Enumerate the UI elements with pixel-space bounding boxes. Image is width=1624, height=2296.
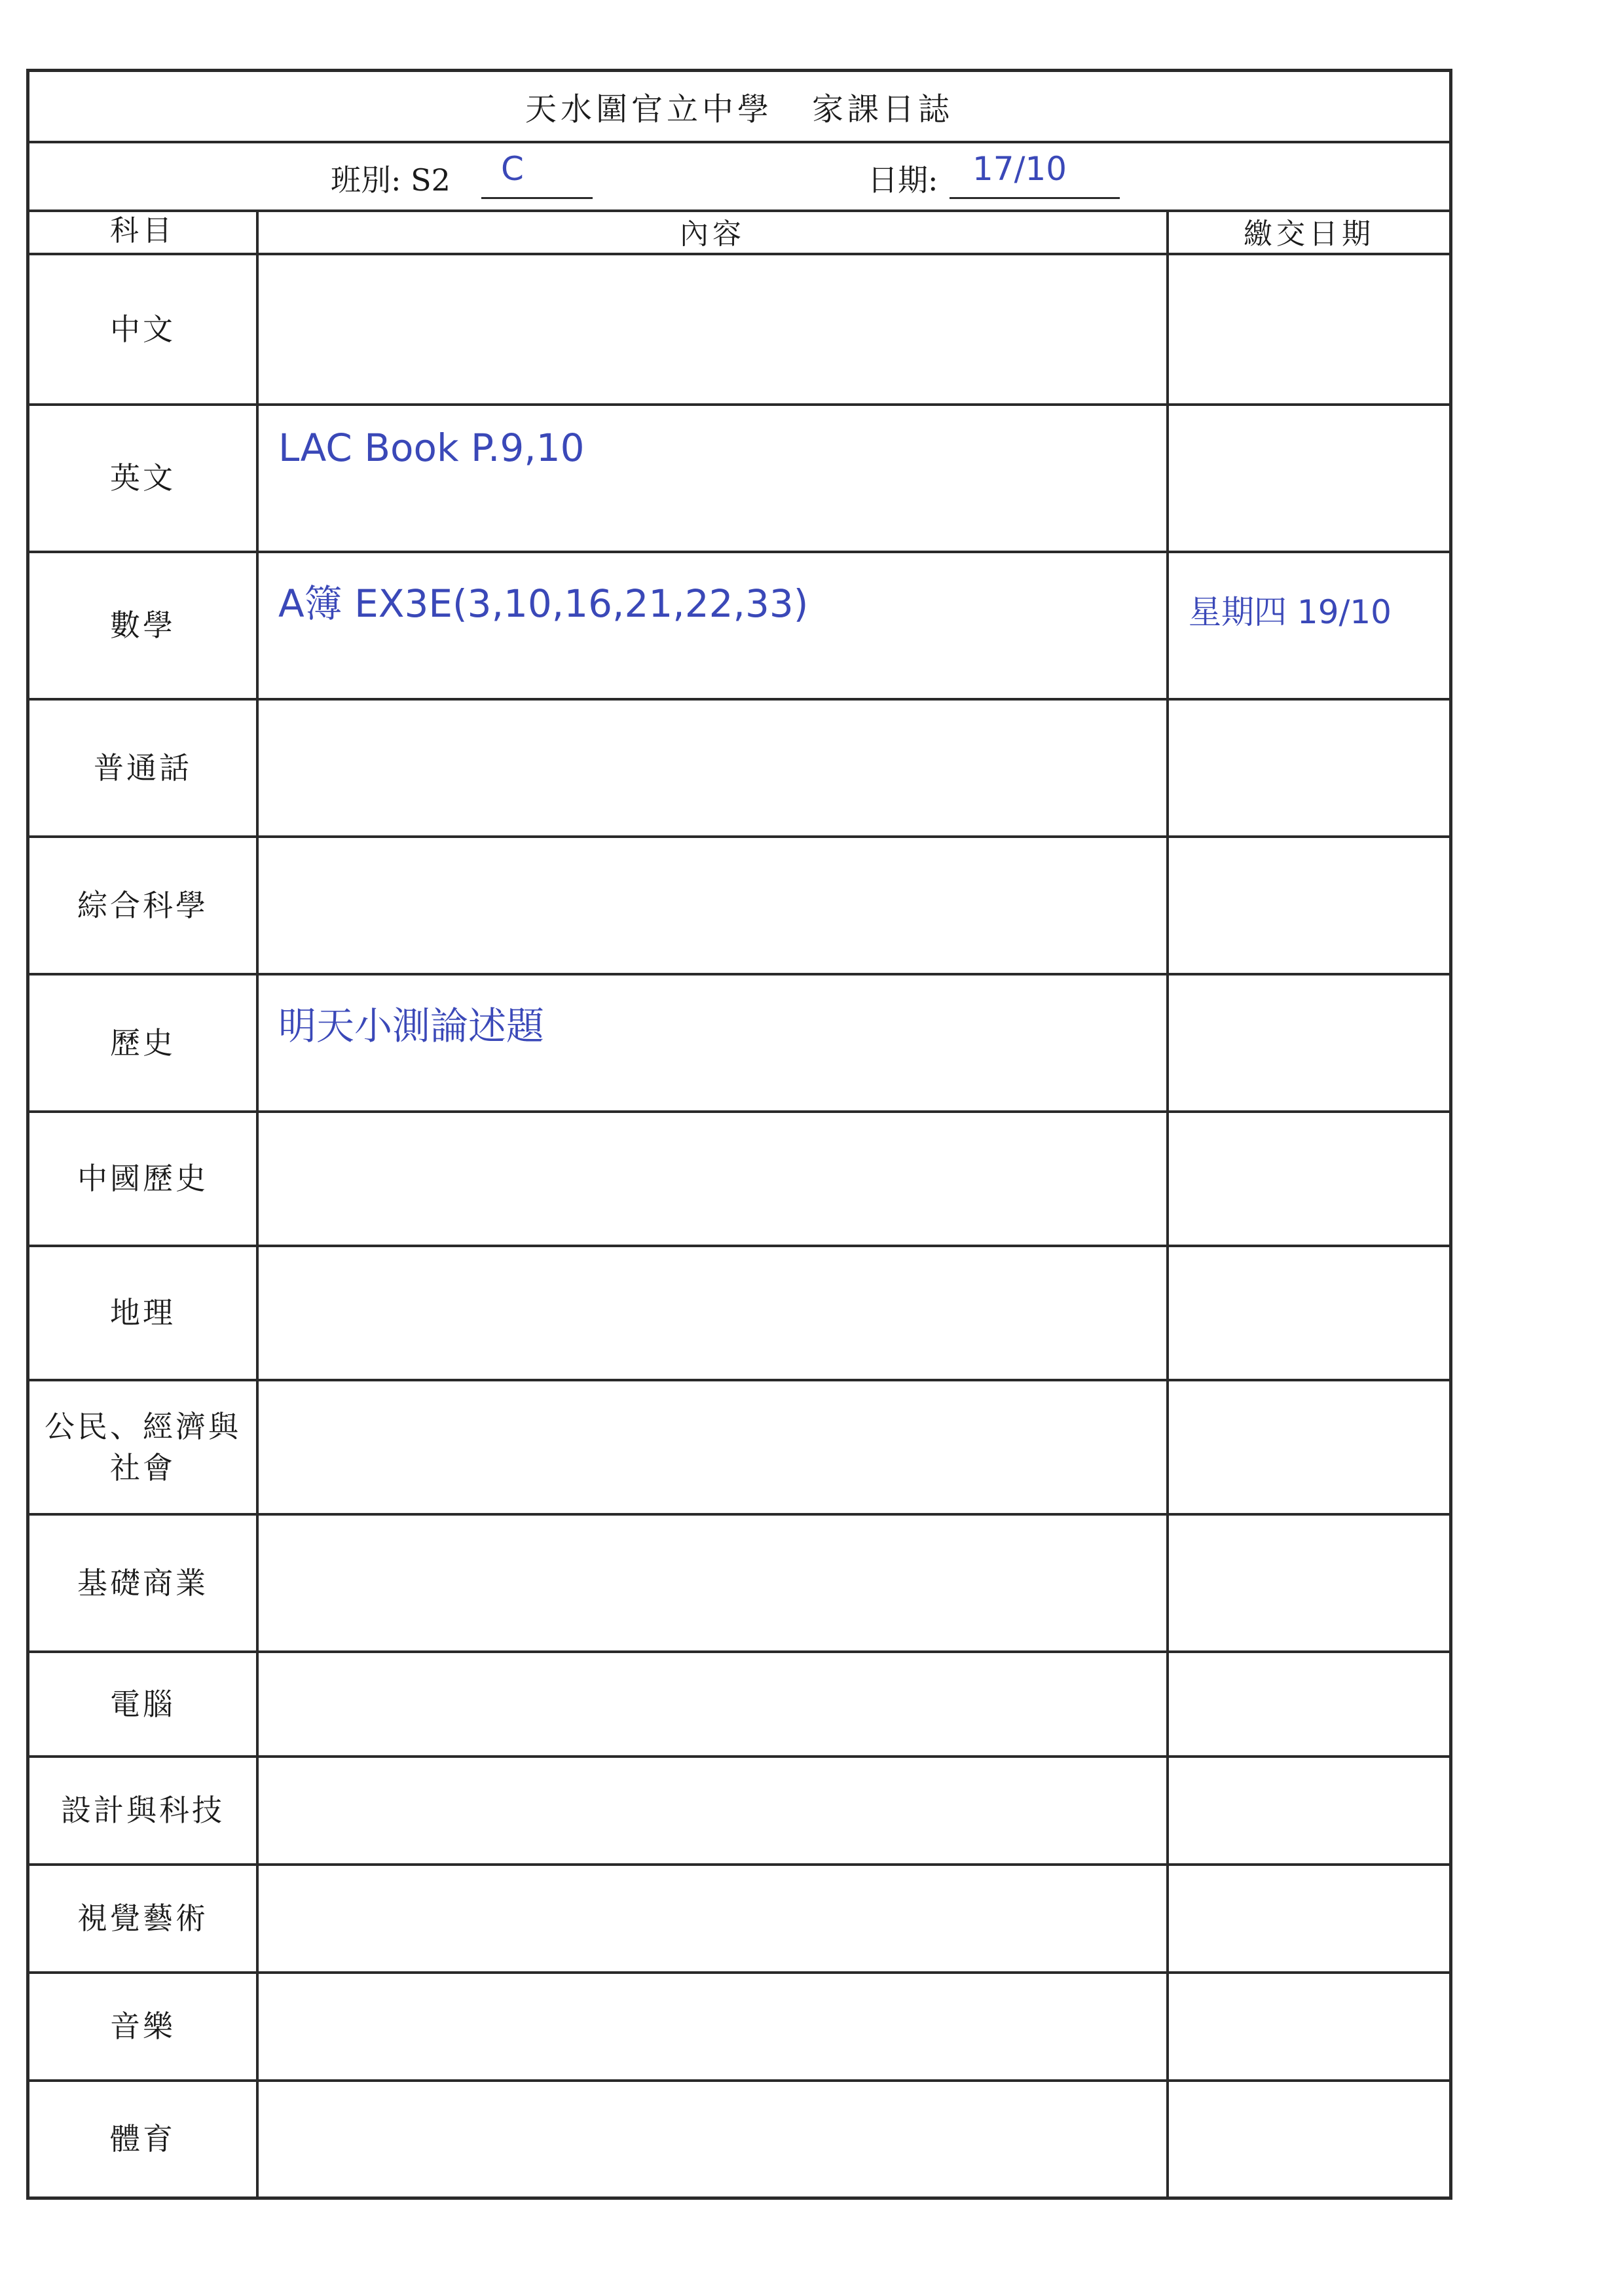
due-date-cell[interactable] (1169, 553, 1449, 698)
form-title: 家課日誌 (812, 91, 954, 128)
subject-cell: 歷史 (29, 975, 259, 1110)
subject-cell: 地理 (29, 1247, 259, 1379)
content-cell[interactable] (259, 1758, 1169, 1863)
table-row (29, 406, 1449, 553)
homework-entry: A簿 EX3E(3,10,16,21,22,33) (278, 581, 809, 626)
due-date-cell[interactable] (1169, 255, 1449, 403)
table-row (29, 838, 1449, 975)
table-row (29, 1653, 1449, 1758)
content-cell[interactable] (259, 2082, 1169, 2196)
table-row (29, 1516, 1449, 1653)
due-date-cell[interactable] (1169, 1653, 1449, 1755)
table-row (29, 1974, 1449, 2082)
subject-cell: 電腦 (29, 1653, 259, 1755)
table-header-row (29, 210, 1449, 255)
due-date-entry: 星期四 19/10 (1189, 593, 1392, 631)
subject-cell: 設計與科技 (29, 1758, 259, 1863)
content-cell[interactable] (259, 406, 1169, 551)
due-date-cell[interactable] (1169, 1247, 1449, 1379)
content-cell[interactable] (259, 975, 1169, 1110)
table-row (29, 975, 1449, 1113)
subject-cell: 中國歷史 (29, 1113, 259, 1245)
subject-cell: 普通話 (29, 701, 259, 835)
date-value: 17/10 (972, 150, 1067, 188)
homework-diary-form (26, 69, 1452, 2200)
due-date-cell[interactable] (1169, 838, 1449, 973)
homework-table (29, 210, 1449, 2196)
table-row (29, 553, 1449, 701)
content-cell[interactable] (259, 1381, 1169, 1513)
table-row (29, 1247, 1449, 1381)
due-date-cell[interactable] (1169, 1866, 1449, 1971)
header-subject: 科目 (29, 210, 259, 253)
due-date-cell[interactable] (1169, 1113, 1449, 1245)
table-row (29, 701, 1449, 838)
due-date-cell[interactable] (1169, 406, 1449, 551)
date-label: 日期: (868, 162, 938, 198)
due-date-cell[interactable] (1169, 1381, 1449, 1513)
table-row (29, 1866, 1449, 1974)
table-row (29, 255, 1449, 406)
homework-entry: 明天小測論述題 (278, 1004, 545, 1048)
due-date-cell[interactable] (1169, 975, 1449, 1110)
due-date-cell[interactable] (1169, 1516, 1449, 1650)
info-row (29, 141, 1449, 212)
subject-cell: 音樂 (29, 1974, 259, 2079)
content-cell[interactable] (259, 1866, 1169, 1971)
due-date-cell[interactable] (1169, 1758, 1449, 1863)
content-cell[interactable] (259, 255, 1169, 403)
due-date-cell[interactable] (1169, 2082, 1449, 2196)
subject-cell: 英文 (29, 406, 259, 551)
content-cell[interactable] (259, 1653, 1169, 1755)
content-cell[interactable] (259, 1247, 1169, 1379)
form-title-row (29, 72, 1449, 143)
table-row (29, 2082, 1449, 2196)
subject-cell: 公民、經濟與社會 (29, 1381, 259, 1513)
date-underline (950, 197, 1120, 199)
school-name: 天水圍官立中學 (525, 91, 773, 128)
subject-cell: 基礎商業 (29, 1516, 259, 1650)
subject-cell: 中文 (29, 255, 259, 403)
table-row (29, 1113, 1449, 1247)
class-value: C (501, 150, 524, 188)
subject-cell: 綜合科學 (29, 838, 259, 973)
subject-cell: 視覺藝術 (29, 1866, 259, 1971)
header-due-date: 繳交日期 (1244, 217, 1375, 251)
content-cell[interactable] (259, 1113, 1169, 1245)
homework-entry: LAC Book P.9,10 (278, 426, 585, 470)
due-date-cell[interactable] (1169, 1974, 1449, 2079)
class-underline (481, 197, 593, 199)
header-content: 內容 (259, 210, 1169, 253)
content-cell[interactable] (259, 1974, 1169, 2079)
content-cell[interactable] (259, 838, 1169, 973)
due-date-cell[interactable] (1169, 701, 1449, 835)
content-cell[interactable] (259, 1516, 1169, 1650)
content-cell[interactable] (259, 701, 1169, 835)
class-label: 班別: S2 (331, 162, 451, 198)
subject-cell: 數學 (29, 553, 259, 698)
content-cell[interactable] (259, 553, 1169, 698)
table-row (29, 1758, 1449, 1866)
subject-cell: 體育 (29, 2082, 259, 2196)
table-row (29, 1381, 1449, 1516)
